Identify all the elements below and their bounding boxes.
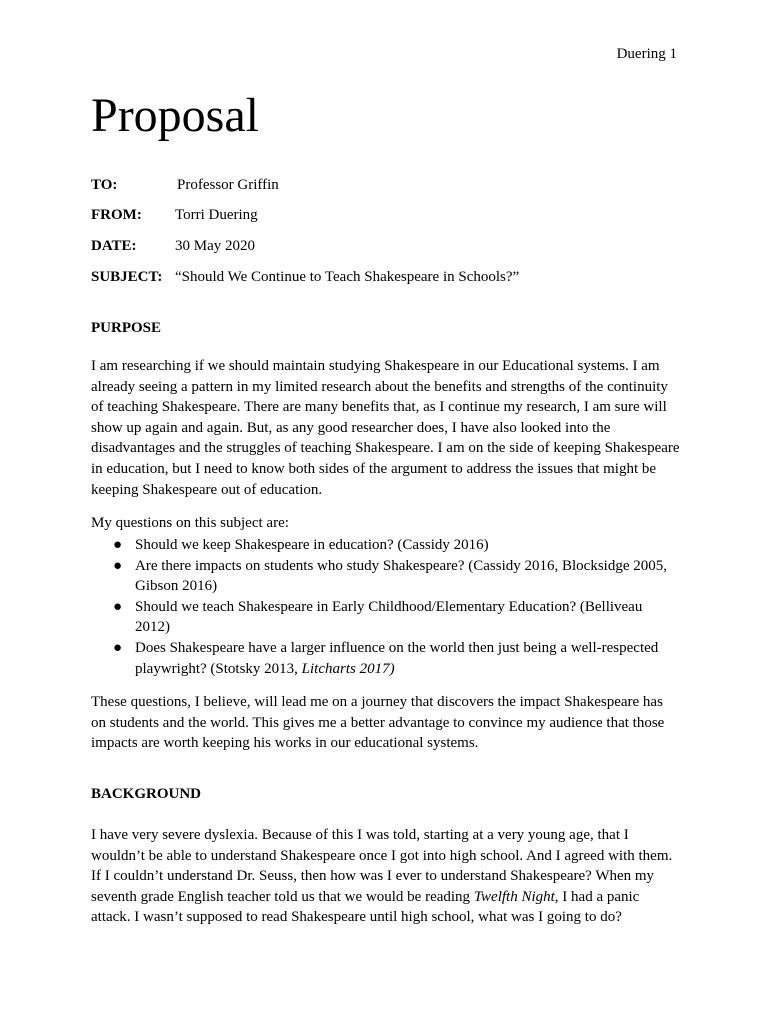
question-text: Should we teach Shakespeare in Early Childhood/Elementary Education? (Belliveau 2012) bbox=[135, 598, 643, 636]
memo-subject-label: SUBJECT: bbox=[91, 269, 163, 285]
memo-subject-row bbox=[91, 268, 519, 286]
memo-date-value: 30 May 2020 bbox=[175, 238, 255, 254]
questions-intro: My questions on this subject are: bbox=[91, 515, 289, 531]
play-title: Twelfth Night bbox=[473, 888, 555, 905]
questions-list bbox=[91, 535, 681, 679]
purpose-heading: PURPOSE bbox=[91, 320, 162, 336]
memo-date-row bbox=[91, 237, 255, 255]
background-text-before: I have very severe dyslexia. Because of this I was told, starting at a very young age, that I wouldn’t be able to understand Shakespeare once I got into high school. And I agreed with them. If I couldn’t understand Dr. Seuss, then how was I ever to understand Shakespeare? When my seventh grade English teacher told us that we would be reading bbox=[91, 827, 673, 905]
bullet-icon: ● bbox=[113, 598, 123, 615]
background-paragraph bbox=[91, 825, 681, 928]
list-item bbox=[91, 556, 681, 597]
list-item bbox=[91, 597, 681, 638]
memo-subject-value: “Should We Continue to Teach Shakespeare in Schools?” bbox=[175, 269, 520, 285]
question-text: Should we keep Shakespeare in education? (Cassidy 2016) bbox=[135, 537, 489, 553]
list-item bbox=[91, 535, 681, 556]
memo-date-label: DATE: bbox=[91, 238, 137, 254]
background-text-after: , I had a panic attack. I wasn’t supposed to read Shakespeare until high school, what was I going to do? bbox=[91, 888, 640, 926]
memo-to-value: Professor Griffin bbox=[177, 177, 279, 193]
purpose-conclusion: These questions, I believe, will lead me on a journey that discovers the impact Shakespeare has on students and the world. This gives me a better advantage to convince my audience that those impacts are worth keeping his works in our educational systems. bbox=[91, 694, 665, 752]
background-heading: BACKGROUND bbox=[91, 786, 202, 802]
memo-from-value: Torri Duering bbox=[175, 207, 258, 223]
memo-from-row bbox=[91, 206, 258, 224]
question-text: Are there impacts on students who study Shakespeare? (Cassidy 2016, Blocksidge 2005, Gibson 2016) bbox=[135, 557, 667, 595]
question-text: Does Shakespeare have a larger influence on the world then just being a well-respected playwright? (Stotsky 2013, bbox=[135, 639, 659, 677]
bullet-icon: ● bbox=[113, 537, 123, 553]
memo-from-label: FROM: bbox=[91, 207, 142, 223]
document-title: Proposal bbox=[91, 89, 259, 142]
list-item bbox=[91, 638, 681, 679]
bullet-icon: ● bbox=[113, 639, 123, 656]
purpose-paragraph: I am researching if we should maintain studying Shakespeare in our Educational systems. I am already seeing a pattern in my limited research about the benefits and strengths of the continuity of teaching Shakespeare. There are many benefits that, as I continue my research, I am sure will show up again and again. But, as any good researcher does, I have also looked into the disadvantages and the struggles of teaching Shakespeare. I am on the side of keeping Shakespeare in education, but I need to know both sides of the argument to address the issues that might be keeping Shakespeare out of education. bbox=[91, 358, 680, 498]
bullet-icon: ● bbox=[113, 557, 123, 574]
running-head: Duering 1 bbox=[616, 46, 677, 62]
question-citation-italic: Litcharts 2017) bbox=[301, 660, 395, 677]
memo-to-row bbox=[91, 176, 279, 194]
memo-to-label: TO: bbox=[91, 177, 118, 193]
